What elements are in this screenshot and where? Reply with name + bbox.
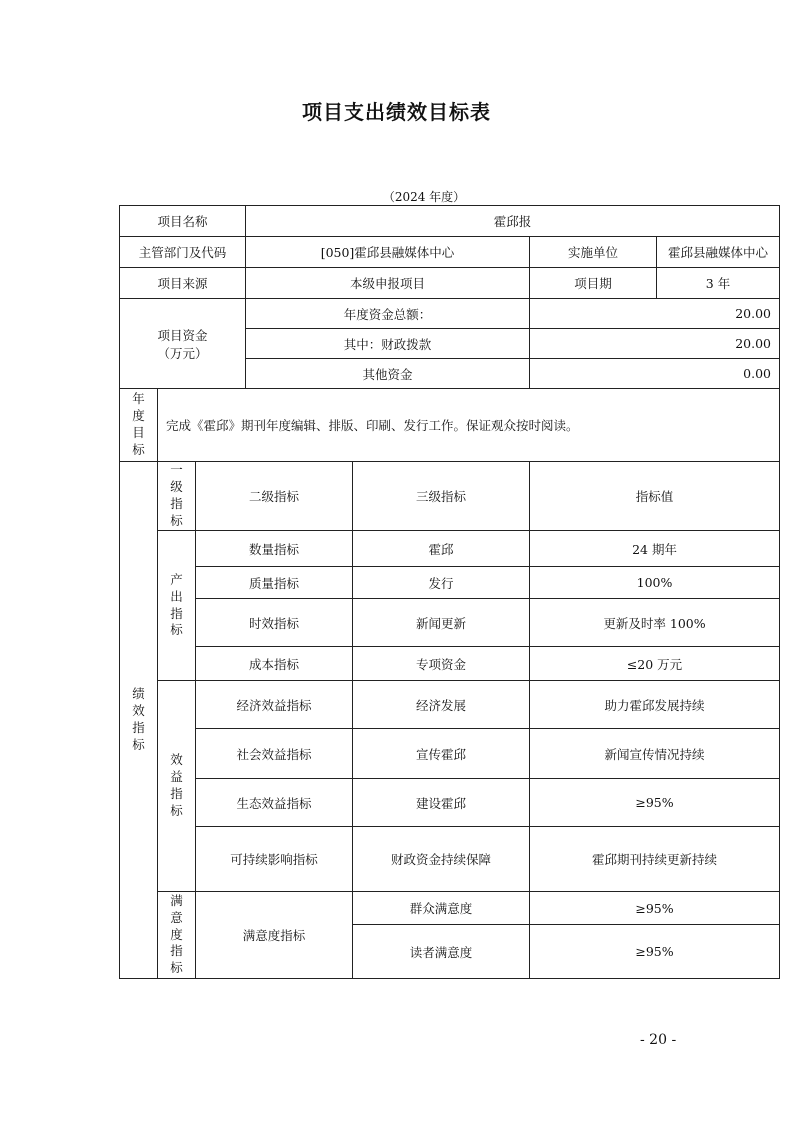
funds-other-value: 0.00 <box>530 359 780 389</box>
year-label: （2024 年度） <box>382 190 466 204</box>
dept-label: 主管部门及代码 <box>120 237 246 268</box>
annual-goal-text: 完成《霍邱》期刊年度编辑、排版、印刷、发行工作。保证观众按时阅读。 <box>158 389 780 462</box>
header-level3: 三级指标 <box>353 462 530 531</box>
value-cell: 助力霍邱发展持续 <box>530 681 780 729</box>
level3-cell: 发行 <box>353 567 530 599</box>
level3-cell: 宣传霍邱 <box>353 729 530 779</box>
funds-label-line1: 项目资金 <box>157 327 208 343</box>
table-row <box>120 647 780 681</box>
header-level2: 二级指标 <box>196 462 353 531</box>
level3-cell: 霍邱 <box>353 531 530 567</box>
level2-cell: 质量指标 <box>196 567 353 599</box>
project-name-value: 霍邱报 <box>246 206 780 237</box>
level3-cell: 新闻更新 <box>353 599 530 647</box>
level2-cell: 满意度指标 <box>196 892 353 979</box>
value-cell: 霍邱期刊持续更新持续 <box>530 827 780 892</box>
table-row <box>120 827 780 892</box>
table-row <box>120 599 780 647</box>
group-output-label: 产出指标 <box>158 531 196 681</box>
level2-cell: 可持续影响指标 <box>196 827 353 892</box>
funds-fiscal-label: 其中：财政拨款 <box>246 329 530 359</box>
table-row <box>120 206 780 237</box>
value-cell: ≥95% <box>530 779 780 827</box>
level3-cell: 专项资金 <box>353 647 530 681</box>
level2-cell: 数量指标 <box>196 531 353 567</box>
table-row <box>120 462 780 531</box>
table-row <box>120 268 780 299</box>
impl-value: 霍邱县融媒体中心 <box>657 237 780 268</box>
page-number: - 20 - <box>640 1032 677 1048</box>
level2-cell: 成本指标 <box>196 647 353 681</box>
value-cell: ≥95% <box>530 892 780 925</box>
table-row <box>120 779 780 827</box>
value-cell: 24 期年 <box>530 531 780 567</box>
page-title: 项目支出绩效目标表 <box>302 100 491 124</box>
funds-total-value: 20.00 <box>530 299 780 329</box>
funds-label <box>120 299 246 389</box>
table-row <box>120 389 780 462</box>
value-cell: ≥95% <box>530 925 780 979</box>
period-label: 项目期 <box>530 268 657 299</box>
value-cell: ≤20 万元 <box>530 647 780 681</box>
table-row <box>120 681 780 729</box>
dept-value: [050]霍邱县融媒体中心 <box>246 237 530 268</box>
table-row <box>120 567 780 599</box>
level3-cell: 建设霍邱 <box>353 779 530 827</box>
performance-goal-table <box>119 205 780 979</box>
level3-cell: 读者满意度 <box>353 925 530 979</box>
group-satisfaction-label: 满意度指标 <box>158 892 196 979</box>
source-value: 本级申报项目 <box>246 268 530 299</box>
annual-goal-label: 年度目标 <box>120 389 158 462</box>
level2-cell: 生态效益指标 <box>196 779 353 827</box>
header-level1: 一级指标 <box>158 462 196 531</box>
perf-label: 绩效指标 <box>120 462 158 979</box>
table-row <box>120 892 780 925</box>
value-cell: 新闻宣传情况持续 <box>530 729 780 779</box>
funds-other-label: 其他资金 <box>246 359 530 389</box>
period-value: 3 年 <box>657 268 780 299</box>
group-benefit-label: 效益指标 <box>158 681 196 892</box>
level2-cell: 经济效益指标 <box>196 681 353 729</box>
funds-label-line2: （万元） <box>157 345 208 361</box>
table-row <box>120 729 780 779</box>
project-name-label: 项目名称 <box>120 206 246 237</box>
table-row <box>120 531 780 567</box>
value-cell: 100% <box>530 567 780 599</box>
funds-total-label: 年度资金总额： <box>246 299 530 329</box>
header-value: 指标值 <box>530 462 780 531</box>
source-label: 项目来源 <box>120 268 246 299</box>
level3-cell: 群众满意度 <box>353 892 530 925</box>
level2-cell: 时效指标 <box>196 599 353 647</box>
table-row <box>120 299 780 329</box>
table-row <box>120 237 780 268</box>
impl-label: 实施单位 <box>530 237 657 268</box>
level3-cell: 经济发展 <box>353 681 530 729</box>
level2-cell: 社会效益指标 <box>196 729 353 779</box>
value-cell: 更新及时率 100% <box>530 599 780 647</box>
funds-fiscal-value: 20.00 <box>530 329 780 359</box>
level3-cell: 财政资金持续保障 <box>353 827 530 892</box>
